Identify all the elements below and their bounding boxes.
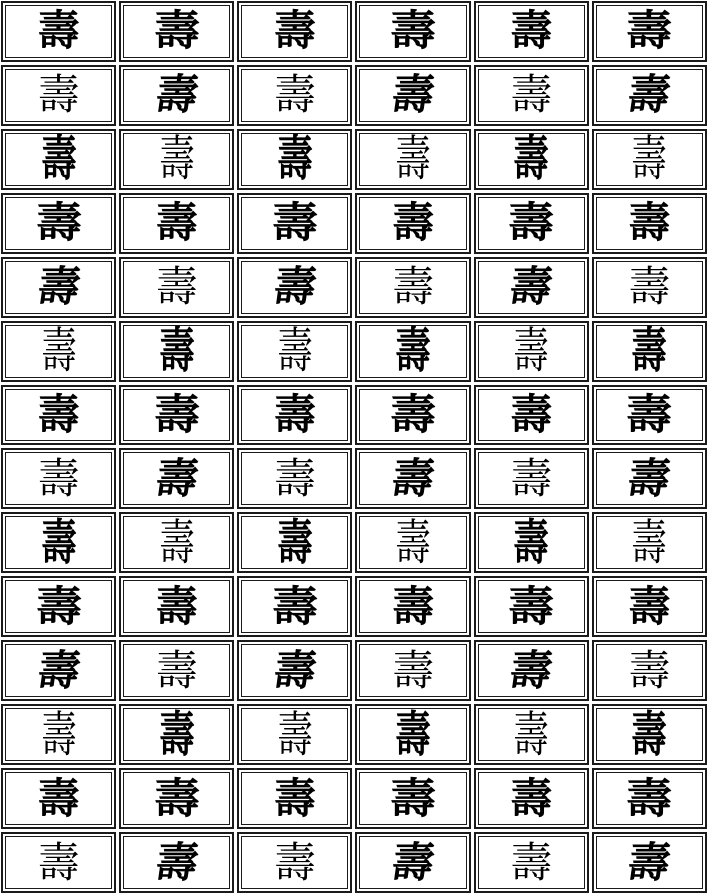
character-cell — [355, 129, 470, 190]
character-cell — [237, 257, 352, 318]
calligraphy-character: 壽 — [513, 130, 550, 187]
character-cell — [592, 321, 707, 382]
character-cell — [1, 576, 116, 637]
calligraphy-character: 壽 — [273, 837, 316, 887]
calligraphy-character: 壽 — [388, 453, 438, 503]
calligraphy-character: 壽 — [273, 6, 316, 56]
character-cell — [592, 832, 707, 893]
character-cell — [474, 640, 589, 701]
character-cell — [237, 1, 352, 62]
calligraphy-character: 壽 — [626, 773, 673, 823]
character-cell — [1, 1, 116, 62]
character-cell — [474, 385, 589, 446]
character-cell — [355, 512, 470, 573]
calligraphy-character: 壽 — [628, 198, 671, 248]
calligraphy-character: 壽 — [40, 514, 77, 571]
character-cell — [1, 512, 116, 573]
character-cell — [592, 65, 707, 126]
character-cell — [119, 704, 234, 765]
character-cell — [592, 576, 707, 637]
calligraphy-character: 壽 — [273, 453, 316, 503]
calligraphy-character: 壽 — [392, 262, 435, 312]
calligraphy-character: 壽 — [628, 262, 671, 312]
character-cell — [474, 512, 589, 573]
character-cell — [119, 385, 234, 446]
character-cell — [355, 193, 470, 254]
calligraphy-character: 壽 — [508, 198, 555, 248]
calligraphy-character: 壽 — [37, 837, 80, 887]
character-cell — [237, 512, 352, 573]
character-cell — [474, 257, 589, 318]
calligraphy-character: 壽 — [628, 581, 671, 631]
calligraphy-character: 壽 — [158, 322, 195, 379]
character-cell — [474, 1, 589, 62]
calligraphy-character: 壽 — [631, 130, 668, 187]
character-cell — [119, 193, 234, 254]
calligraphy-character: 壽 — [152, 70, 202, 120]
character-cell — [355, 640, 470, 701]
character-cell — [1, 640, 116, 701]
character-cell — [1, 129, 116, 190]
character-cell — [119, 65, 234, 126]
calligraphy-character: 壽 — [510, 70, 553, 120]
character-cell — [119, 448, 234, 509]
calligraphy-character: 壽 — [35, 198, 82, 248]
calligraphy-character: 壽 — [395, 130, 431, 187]
character-cell — [592, 640, 707, 701]
calligraphy-character: 壽 — [37, 6, 80, 56]
calligraphy-character: 壽 — [510, 390, 553, 440]
calligraphy-character: 壽 — [40, 130, 77, 187]
calligraphy-character: 壽 — [508, 581, 555, 631]
calligraphy-character: 壽 — [35, 581, 82, 631]
character-cell — [119, 768, 234, 829]
calligraphy-character: 壽 — [389, 390, 437, 440]
character-cell — [355, 448, 470, 509]
calligraphy-character: 壽 — [273, 773, 316, 823]
character-cell — [237, 193, 352, 254]
calligraphy-character: 壽 — [155, 581, 198, 631]
calligraphy-character: 壽 — [277, 130, 313, 187]
calligraphy-character: 壽 — [40, 705, 77, 763]
calligraphy-character: 壽 — [158, 514, 195, 571]
character-cell — [237, 129, 352, 190]
character-cell — [1, 832, 116, 893]
character-cell — [1, 768, 116, 829]
character-cell — [237, 640, 352, 701]
calligraphy-character: 壽 — [155, 198, 198, 248]
character-cell — [592, 257, 707, 318]
calligraphy-character: 壽 — [277, 322, 313, 379]
character-cell — [474, 768, 589, 829]
character-cell — [474, 576, 589, 637]
character-cell — [119, 321, 234, 382]
character-cell — [237, 832, 352, 893]
character-cell — [355, 832, 470, 893]
character-cell — [1, 193, 116, 254]
calligraphy-character: 壽 — [273, 390, 316, 440]
calligraphy-character: 壽 — [392, 581, 435, 631]
calligraphy-character: 壽 — [395, 705, 431, 763]
calligraphy-character: 壽 — [277, 705, 313, 763]
character-cell — [119, 576, 234, 637]
calligraphy-character: 壽 — [270, 262, 320, 312]
character-cell — [119, 1, 234, 62]
calligraphy-character: 壽 — [510, 773, 553, 823]
calligraphy-character: 壽 — [153, 6, 200, 56]
character-cell — [355, 321, 470, 382]
character-cell — [119, 129, 234, 190]
character-cell — [474, 448, 589, 509]
calligraphy-character: 壽 — [631, 705, 668, 763]
character-cell — [355, 257, 470, 318]
calligraphy-character: 壽 — [506, 645, 556, 695]
calligraphy-character: 壽 — [510, 837, 553, 887]
calligraphy-character: 壽 — [626, 6, 673, 56]
character-cell — [1, 385, 116, 446]
calligraphy-character: 壽 — [395, 322, 431, 379]
character-cell — [592, 448, 707, 509]
character-cell — [592, 704, 707, 765]
calligraphy-character: 壽 — [277, 514, 313, 571]
character-cell — [474, 65, 589, 126]
calligraphy-character: 壽 — [155, 262, 198, 312]
character-cell — [1, 257, 116, 318]
calligraphy-character: 壽 — [153, 390, 200, 440]
calligraphy-character: 壽 — [37, 70, 80, 120]
character-cell — [592, 512, 707, 573]
calligraphy-character: 壽 — [513, 705, 550, 763]
calligraphy-character: 壽 — [513, 514, 550, 571]
calligraphy-character: 壽 — [273, 70, 316, 120]
character-cell — [1, 65, 116, 126]
calligraphy-character: 壽 — [389, 6, 437, 56]
character-cell — [1, 448, 116, 509]
character-cell — [119, 640, 234, 701]
character-cell — [474, 129, 589, 190]
calligraphy-character: 壽 — [389, 773, 437, 823]
character-cell — [119, 257, 234, 318]
calligraphy-character: 壽 — [625, 70, 674, 120]
character-cell — [237, 448, 352, 509]
character-cell — [355, 768, 470, 829]
character-cell — [237, 704, 352, 765]
calligraphy-character: 壽 — [155, 645, 198, 695]
character-cell — [592, 1, 707, 62]
character-cell — [474, 193, 589, 254]
calligraphy-character: 壽 — [626, 390, 673, 440]
calligraphy-character: 壽 — [506, 262, 556, 312]
calligraphy-character: 壽 — [153, 773, 200, 823]
calligraphy-character: 壽 — [152, 837, 202, 887]
calligraphy-character: 壽 — [270, 645, 320, 695]
character-cell — [1, 321, 116, 382]
character-cell — [355, 704, 470, 765]
calligraphy-character: 壽 — [388, 837, 438, 887]
character-cell — [592, 768, 707, 829]
calligraphy-character: 壽 — [631, 322, 668, 379]
calligraphy-character: 壽 — [388, 70, 438, 120]
calligraphy-character: 壽 — [37, 390, 80, 440]
character-cell — [592, 385, 707, 446]
character-cell — [592, 129, 707, 190]
character-cell — [237, 385, 352, 446]
calligraphy-character: 壽 — [37, 773, 80, 823]
calligraphy-character: 壽 — [158, 705, 195, 763]
character-cell — [237, 576, 352, 637]
character-cell — [355, 65, 470, 126]
calligraphy-character: 壽 — [392, 198, 435, 248]
calligraphy-character: 壽 — [392, 645, 435, 695]
calligraphy-character: 壽 — [152, 453, 202, 503]
calligraphy-character: 壽 — [271, 198, 319, 248]
character-cell — [237, 65, 352, 126]
character-cell — [474, 832, 589, 893]
calligraphy-character: 壽 — [625, 453, 674, 503]
character-cell — [237, 768, 352, 829]
character-cell — [355, 576, 470, 637]
character-cell — [474, 321, 589, 382]
character-cell — [119, 832, 234, 893]
calligraphy-character: 壽 — [34, 262, 84, 312]
calligraphy-character: 壽 — [510, 453, 553, 503]
character-cell — [355, 1, 470, 62]
calligraphy-character: 壽 — [34, 645, 84, 695]
calligraphy-character: 壽 — [631, 514, 668, 571]
calligraphy-character: 壽 — [158, 130, 195, 187]
calligraphy-character: 壽 — [37, 453, 80, 503]
calligraphy-character: 壽 — [628, 645, 671, 695]
character-cell — [355, 385, 470, 446]
calligraphy-character: 壽 — [395, 514, 431, 571]
calligraphy-character: 壽 — [510, 6, 553, 56]
character-cell — [119, 512, 234, 573]
character-cell — [592, 193, 707, 254]
calligraphy-character: 壽 — [40, 322, 77, 379]
character-cell — [474, 704, 589, 765]
character-cell — [237, 321, 352, 382]
calligraphy-character: 壽 — [513, 322, 550, 379]
character-cell — [1, 704, 116, 765]
calligraphy-character: 壽 — [271, 581, 319, 631]
calligraphy-character: 壽 — [625, 837, 674, 887]
